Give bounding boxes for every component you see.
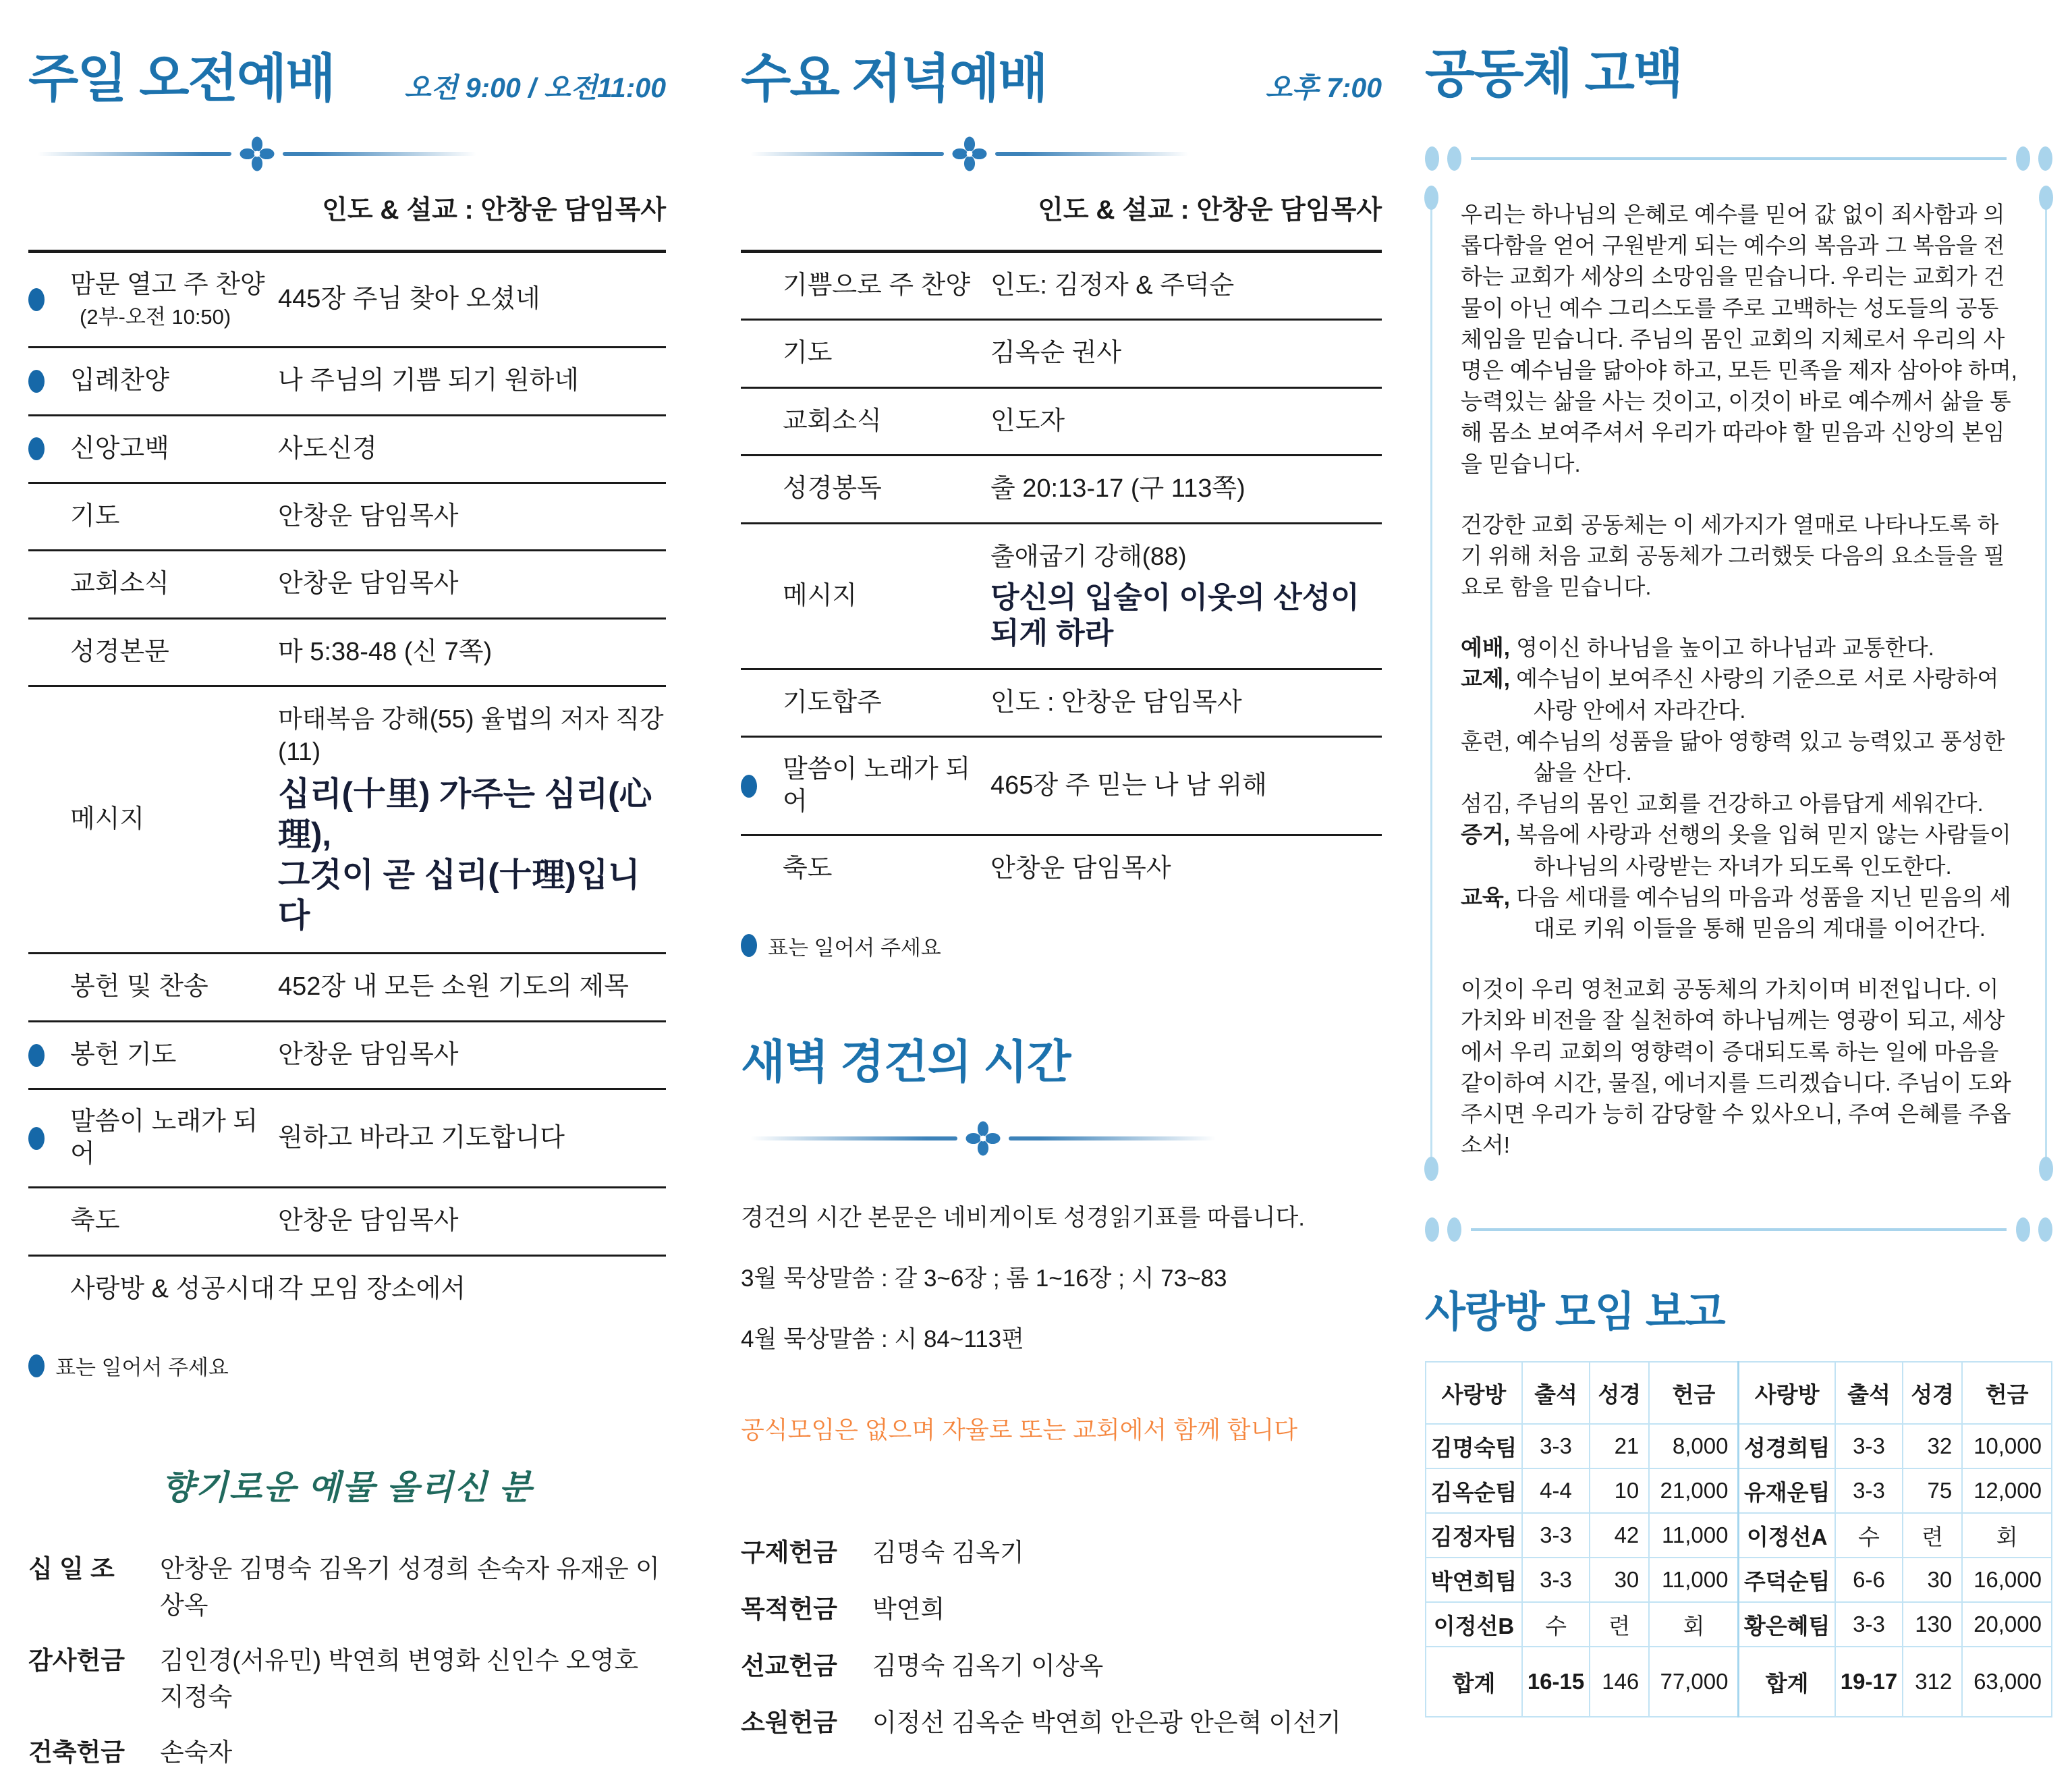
dot-icon xyxy=(2038,146,2052,171)
offering-label: 소원헌금 xyxy=(741,1708,837,1736)
worship-row xyxy=(28,1022,666,1090)
row-label: 축도 xyxy=(783,854,833,883)
table-cell: 주덕순팀 xyxy=(1739,1558,1835,1602)
row-value: 김옥순 권사 xyxy=(990,339,1122,368)
legend-text: 표는 일어서 주세요 xyxy=(768,935,941,960)
divider-line xyxy=(38,152,231,156)
item-keyword: 교제, xyxy=(1461,666,1510,692)
row-label-text: 맘문 열고 주 찬양 xyxy=(70,271,265,299)
decor-dots xyxy=(2016,1217,2052,1242)
leader-line: 인도 & 설교 : 안창운 담임목사 xyxy=(1038,196,1382,225)
table-cell: 6-6 xyxy=(1835,1558,1903,1602)
offering-list xyxy=(741,1532,1382,1738)
message-title-line1: 당신의 입술이 이웃의 산성이 되게 하라 xyxy=(990,580,1360,651)
offering-label: 십 일 조 xyxy=(28,1555,115,1583)
worship-row xyxy=(28,1257,666,1322)
worship-order-list xyxy=(741,250,1382,902)
confession-item xyxy=(1461,726,2019,788)
offering-names: 김인경(서유민) 박연희 변영화 신인수 오영호 지정숙 xyxy=(160,1647,639,1711)
confession-paragraph-1: 우리는 하나님의 은혜로 예수를 믿어 값 없이 죄사함과 의롭다함을 얻어 구원받게 되는 예수의 복음과 그 복음을 전하는 교회가 세상의 소망임을 믿습니다. 우리는 교회가 건물이 아닌 예수 그리스도를 주로 고백하는 성도들의 공동체임을 믿습니다. 주님의 몸인 교회의 지체로서 우리의 사명은 예수님을 닮아야 하고, 모든 민족을 제자 삼아야 하며, 능력있는 삶을 사는 것이고, 이것이 바로 예수께서 삶을 통해 몸소 보여주셔서 우리가 따라야 할 믿음과 신앙의 본임을 믿습니다. xyxy=(1461,202,2017,476)
table-cell: 이정선B xyxy=(1426,1602,1522,1647)
worship-row xyxy=(741,389,1382,456)
table-cell: 련 xyxy=(1903,1513,1962,1558)
item-text: 복음에 사랑과 선행의 옷을 입혀 믿지 않는 사람들이 하나님의 사랑받는 자녀가 되도록 인도한다. xyxy=(1509,822,2011,879)
confession-section xyxy=(1425,32,2052,1717)
flower-icon xyxy=(240,136,275,171)
divider-line xyxy=(995,152,1189,156)
confession-paragraph-2: 건강한 교회 공동체는 이 세가지가 열매로 나타나도록 하기 위해 처음 교회 공동체가 그러했듯 다음의 요소들을 필요로 함을 믿습니다. xyxy=(1461,512,2005,600)
sunday-worship-section xyxy=(28,37,666,1787)
table-cell: 3-3 xyxy=(1522,1424,1590,1468)
table-header-row xyxy=(1426,1362,2052,1424)
table-cell: 4-4 xyxy=(1522,1468,1590,1513)
stand-bullet-icon xyxy=(28,1354,45,1377)
table-cell: 수 xyxy=(1835,1513,1903,1558)
table-cell: 21 xyxy=(1590,1424,1649,1468)
table-cell: 75 xyxy=(1903,1468,1962,1513)
stand-bullet-icon xyxy=(741,775,757,798)
row-value: 인도 : 안창운 담임목사 xyxy=(990,688,1242,717)
worship-row-message xyxy=(28,687,666,954)
worship-row xyxy=(741,670,1382,738)
row-value: 각 모임 장소에서 xyxy=(278,1274,466,1303)
row-label: 기도합주 xyxy=(783,688,882,717)
wednesday-worship-section xyxy=(741,37,1382,1759)
table-cell: 11,000 xyxy=(1649,1513,1739,1558)
row-label: 봉헌 및 찬송 xyxy=(70,972,208,1001)
dot-icon xyxy=(2016,1217,2030,1242)
dot-icon xyxy=(1425,1217,1439,1242)
col-header: 성경 xyxy=(1903,1362,1962,1424)
worship-row xyxy=(28,620,666,687)
stand-bullet-icon xyxy=(741,934,757,957)
offering-names: 박연희 xyxy=(872,1595,945,1623)
item-text: 예수님이 보여주신 사랑의 기준으로 서로 사랑하여 사랑 안에서 자라간다. xyxy=(1509,666,1999,723)
message-title-line1: 십리(十里) 가주는 심리(心理), xyxy=(278,776,652,854)
row-value xyxy=(990,541,1382,652)
dawn-march-reading: 3월 묵상말씀 : 갈 3~6장 ; 롬 1~16장 ; 시 73~83 xyxy=(741,1265,1227,1292)
table-cell: 이정선A xyxy=(1739,1513,1835,1558)
row-value: 사도신경 xyxy=(278,434,377,463)
dot-icon xyxy=(2016,146,2030,171)
row-label: 성경본문 xyxy=(70,637,169,666)
flower-icon xyxy=(965,1121,1001,1156)
stand-bullet-icon xyxy=(28,1127,45,1150)
row-value: 출 20:13-17 (구 113쪽) xyxy=(990,474,1245,503)
offering-list xyxy=(28,1548,666,1768)
decor-line xyxy=(1471,1228,2007,1231)
item-text: 주님의 몸인 교회를 건강하고 아름답게 세워간다. xyxy=(1509,791,1984,817)
dawn-note: 경건의 시간 본문은 네비게이토 성경읽기표를 따릅니다. xyxy=(741,1204,1305,1231)
table-cell: 21,000 xyxy=(1649,1468,1739,1513)
table-cell: 130 xyxy=(1903,1602,1962,1647)
offering-label: 구제헌금 xyxy=(741,1538,837,1566)
confession-item xyxy=(1461,819,2019,881)
worship-row xyxy=(28,416,666,484)
offering-row xyxy=(741,1702,1382,1738)
sunday-worship-header xyxy=(28,37,666,112)
row-label: 성경봉독 xyxy=(783,474,882,503)
table-row xyxy=(1426,1513,2052,1558)
table-cell: 20,000 xyxy=(1962,1602,2052,1647)
offering-label: 선교헌금 xyxy=(741,1651,837,1680)
table-cell: 19-17 xyxy=(1835,1647,1903,1717)
stand-bullet-icon xyxy=(28,370,45,393)
row-label: 말씀이 노래가 되어 xyxy=(70,1107,258,1168)
table-cell: 황은혜팀 xyxy=(1739,1602,1835,1647)
table-cell: 11,000 xyxy=(1649,1558,1739,1602)
offering-names: 이정선 김옥순 박연희 안은광 안은혁 이선기 xyxy=(872,1708,1341,1736)
dot-icon xyxy=(1447,146,1461,171)
table-cell: 3-3 xyxy=(1835,1468,1903,1513)
confession-frame xyxy=(1430,188,2047,1178)
table-cell: 16,000 xyxy=(1962,1558,2052,1602)
offering-row xyxy=(741,1589,1382,1625)
row-label: 기쁨으로 주 찬양 xyxy=(783,271,971,300)
table-cell: 146 xyxy=(1590,1647,1649,1717)
row-label: 입례찬양 xyxy=(70,366,169,395)
section-title: 수요 저녁예배 xyxy=(741,50,1047,108)
stand-bullet-icon xyxy=(28,1044,45,1067)
row-label: 메시지 xyxy=(70,805,145,834)
table-cell: 김옥순팀 xyxy=(1426,1468,1522,1513)
message-series: 출애굽기 강해(88) xyxy=(990,542,1187,570)
worship-row xyxy=(28,253,666,348)
col-header: 헌금 xyxy=(1962,1362,2052,1424)
offering-label: 건축헌금 xyxy=(28,1738,125,1767)
row-value: 원하고 바라고 기도합니다 xyxy=(278,1124,565,1153)
row-label: 교회소식 xyxy=(783,406,882,435)
offering-label: 목적헌금 xyxy=(741,1595,837,1623)
row-label xyxy=(70,269,278,330)
row-label: 메시지 xyxy=(783,581,858,610)
offering-label: 감사헌금 xyxy=(28,1647,125,1675)
dot-icon xyxy=(1424,186,1438,210)
row-value xyxy=(278,703,666,936)
table-cell: 성경희팀 xyxy=(1739,1424,1835,1468)
worship-row xyxy=(741,321,1382,388)
confession-item xyxy=(1461,663,2019,725)
col-header: 성경 xyxy=(1590,1362,1649,1424)
row-label: 기도 xyxy=(70,501,120,530)
table-cell: 련 xyxy=(1590,1602,1649,1647)
table-cell: 63,000 xyxy=(1962,1647,2052,1717)
table-cell: 수 xyxy=(1522,1602,1590,1647)
offering-names: 김명숙 김옥기 이상옥 xyxy=(872,1651,1104,1680)
row-label: 교회소식 xyxy=(70,570,169,599)
flower-divider xyxy=(750,1121,1216,1156)
flower-divider xyxy=(750,136,1189,171)
col-header: 출석 xyxy=(1835,1362,1903,1424)
dot-icon xyxy=(2039,1157,2053,1181)
table-cell: 회 xyxy=(1649,1602,1739,1647)
table-cell: 12,000 xyxy=(1962,1468,2052,1513)
col-header: 사랑방 xyxy=(1426,1362,1522,1424)
row-sublabel: (2부-오전 10:50) xyxy=(80,304,231,329)
worship-row xyxy=(741,738,1382,836)
item-keyword: 증거, xyxy=(1461,822,1510,848)
row-value: 나 주님의 기쁨 되기 원하네 xyxy=(278,366,580,395)
divider-line xyxy=(283,152,476,156)
row-label: 신앙고백 xyxy=(70,434,169,463)
table-cell: 회 xyxy=(1962,1513,2052,1558)
row-value: 안창운 담임목사 xyxy=(990,854,1171,883)
table-row xyxy=(1426,1602,2052,1647)
leader-line: 인도 & 설교 : 안창운 담임목사 xyxy=(322,196,666,225)
item-keyword: 훈련, xyxy=(1461,728,1510,754)
table-row xyxy=(1426,1468,2052,1513)
row-value: 465장 주 믿는 나 남 위해 xyxy=(990,771,1267,800)
offering-row xyxy=(28,1640,666,1713)
decor-dots xyxy=(1425,146,1461,171)
worship-row xyxy=(28,484,666,551)
item-text: 다음 세대를 예수님의 마음과 성품을 지닌 믿음의 세대로 키워 이들을 통해 믿음의 계대를 이어간다. xyxy=(1509,884,2011,941)
table-cell: 42 xyxy=(1590,1513,1649,1558)
table-cell: 312 xyxy=(1903,1647,1962,1717)
service-time: 오전 9:00 / 오전11:00 xyxy=(404,72,666,103)
table-cell: 10,000 xyxy=(1962,1424,2052,1468)
message-series: 마태복음 강해(55) 율법의 저자 직강(11) xyxy=(278,705,664,766)
offering-row xyxy=(28,1732,666,1768)
offering-row xyxy=(741,1645,1382,1682)
worship-row xyxy=(28,1090,666,1188)
row-value: 445장 주님 찾아 오셨네 xyxy=(278,285,540,314)
item-text: 영이신 하나님을 높이고 하나님과 교통한다. xyxy=(1509,635,1934,661)
confession-items xyxy=(1461,632,2019,944)
table-row xyxy=(1426,1424,2052,1468)
row-label: 봉헌 기도 xyxy=(70,1040,177,1069)
worship-row xyxy=(741,253,1382,321)
row-value: 안창운 담임목사 xyxy=(278,570,459,599)
item-keyword: 교육, xyxy=(1461,884,1510,910)
section-title: 공동체 고백 xyxy=(1425,45,1683,103)
table-cell: 10 xyxy=(1590,1468,1649,1513)
section-title: 주일 오전예배 xyxy=(28,50,335,108)
col-header: 사랑방 xyxy=(1739,1362,1835,1424)
offering-row xyxy=(28,1548,666,1621)
table-cell: 32 xyxy=(1903,1424,1962,1468)
offering-names: 김명숙 김옥기 xyxy=(872,1538,1024,1566)
stand-bullet-icon xyxy=(28,288,45,311)
row-value: 인도자 xyxy=(990,406,1065,435)
table-cell: 16-15 xyxy=(1522,1647,1590,1717)
table-cell: 8,000 xyxy=(1649,1424,1739,1468)
row-label: 사랑방 & 성공시대 xyxy=(70,1274,275,1303)
row-value: 안창운 담임목사 xyxy=(278,502,459,531)
row-value: 인도: 김정자 & 주덕순 xyxy=(990,271,1235,300)
item-text: 예수님의 성품을 닮아 영향력 있고 능력있고 풍성한 삶을 산다. xyxy=(1509,728,2005,785)
stand-legend xyxy=(28,1350,666,1381)
small-group-table xyxy=(1425,1361,2052,1717)
row-label: 말씀이 노래가 되어 xyxy=(783,755,971,816)
table-cell: 합계 xyxy=(1426,1647,1522,1717)
row-value: 안창운 담임목사 xyxy=(278,1207,459,1236)
worship-row xyxy=(28,954,666,1022)
offering-names: 손숙자 xyxy=(160,1738,233,1767)
flower-divider xyxy=(38,136,476,171)
table-cell: 3-3 xyxy=(1522,1558,1590,1602)
worship-row xyxy=(28,551,666,619)
divider-line xyxy=(750,152,944,156)
table-cell: 30 xyxy=(1903,1558,1962,1602)
row-label: 축도 xyxy=(70,1207,120,1236)
offering-row xyxy=(741,1532,1382,1568)
table-cell: 유재운팀 xyxy=(1739,1468,1835,1513)
item-keyword: 예배, xyxy=(1461,635,1510,661)
wednesday-worship-header xyxy=(741,37,1382,112)
dawn-april-reading: 4월 묵상말씀 : 시 84~113편 xyxy=(741,1325,1024,1352)
service-time: 오후 7:00 xyxy=(1265,72,1382,103)
dot-icon xyxy=(1447,1217,1461,1242)
table-cell: 박연희팀 xyxy=(1426,1558,1522,1602)
decor-dots xyxy=(1425,1217,1461,1242)
table-cell: 김명숙팀 xyxy=(1426,1424,1522,1468)
decor-divider-top xyxy=(1425,146,2052,171)
worship-row-message xyxy=(741,524,1382,670)
worship-row xyxy=(28,1188,666,1256)
dot-icon xyxy=(1425,146,1439,171)
offering-title: 향기로운 예물 올리신 분 xyxy=(161,1468,533,1507)
dot-icon xyxy=(2038,1217,2052,1242)
item-keyword: 섬김, xyxy=(1461,791,1510,817)
divider-line xyxy=(750,1136,957,1140)
table-row xyxy=(1426,1558,2052,1602)
table-cell: 김정자팀 xyxy=(1426,1513,1522,1558)
confession-item xyxy=(1461,788,2019,819)
legend-text: 표는 일어서 주세요 xyxy=(55,1356,229,1380)
table-cell: 합계 xyxy=(1739,1647,1835,1717)
row-value: 마 5:38-48 (신 7쪽) xyxy=(278,637,493,666)
flower-icon xyxy=(952,136,987,171)
worship-row xyxy=(741,456,1382,524)
table-cell: 30 xyxy=(1590,1558,1649,1602)
stand-legend xyxy=(741,931,1382,961)
decor-divider-bottom xyxy=(1425,1217,2052,1242)
table-cell: 3-3 xyxy=(1835,1602,1903,1647)
table-totals-row xyxy=(1426,1647,2052,1717)
decor-dots xyxy=(2016,146,2052,171)
table-cell: 77,000 xyxy=(1649,1647,1739,1717)
dawn-open-notice: 공식모임은 없으며 자율로 또는 교회에서 함께 합니다 xyxy=(741,1415,1298,1444)
row-value: 452장 내 모든 소원 기도의 제목 xyxy=(278,972,629,1001)
confession-item xyxy=(1461,882,2019,944)
worship-row xyxy=(28,348,666,416)
table-cell: 3-3 xyxy=(1835,1424,1903,1468)
row-value: 안창운 담임목사 xyxy=(278,1040,459,1069)
col-header: 출석 xyxy=(1522,1362,1590,1424)
divider-line xyxy=(1009,1136,1216,1140)
offering-names: 안창운 김명숙 김옥기 성경희 손숙자 유재운 이상옥 xyxy=(160,1555,660,1620)
row-label: 기도 xyxy=(783,339,833,368)
col-header: 헌금 xyxy=(1649,1362,1739,1424)
confession-paragraph-3: 이것이 우리 영천교회 공동체의 가치이며 비전입니다. 이 가치와 비전을 잘 실천하여 하나님께는 영광이 되고, 세상에서 우리 교회의 영향력이 증대되도록 하는 일에 마음을 같이하여 시간, 물질, 에너지를 드리겠습니다. 주님이 도와주시면 우리가 능히 감당할 수 있사오니, 주여 은혜를 주옵소서! xyxy=(1461,977,2011,1158)
worship-row xyxy=(741,836,1382,902)
dawn-devotion-title: 새벽 경건의 시간 xyxy=(741,1036,1071,1088)
small-group-report-title: 사랑방 모임 보고 xyxy=(1425,1289,1725,1336)
dot-icon xyxy=(2039,186,2053,210)
dot-icon xyxy=(1424,1157,1438,1181)
worship-order-list xyxy=(28,250,666,1322)
decor-line xyxy=(1471,157,2007,160)
confession-item xyxy=(1461,632,2019,663)
message-title-line2: 그것이 곧 십리(十理)입니다 xyxy=(278,856,640,934)
table-cell: 3-3 xyxy=(1522,1513,1590,1558)
stand-bullet-icon xyxy=(28,437,45,460)
